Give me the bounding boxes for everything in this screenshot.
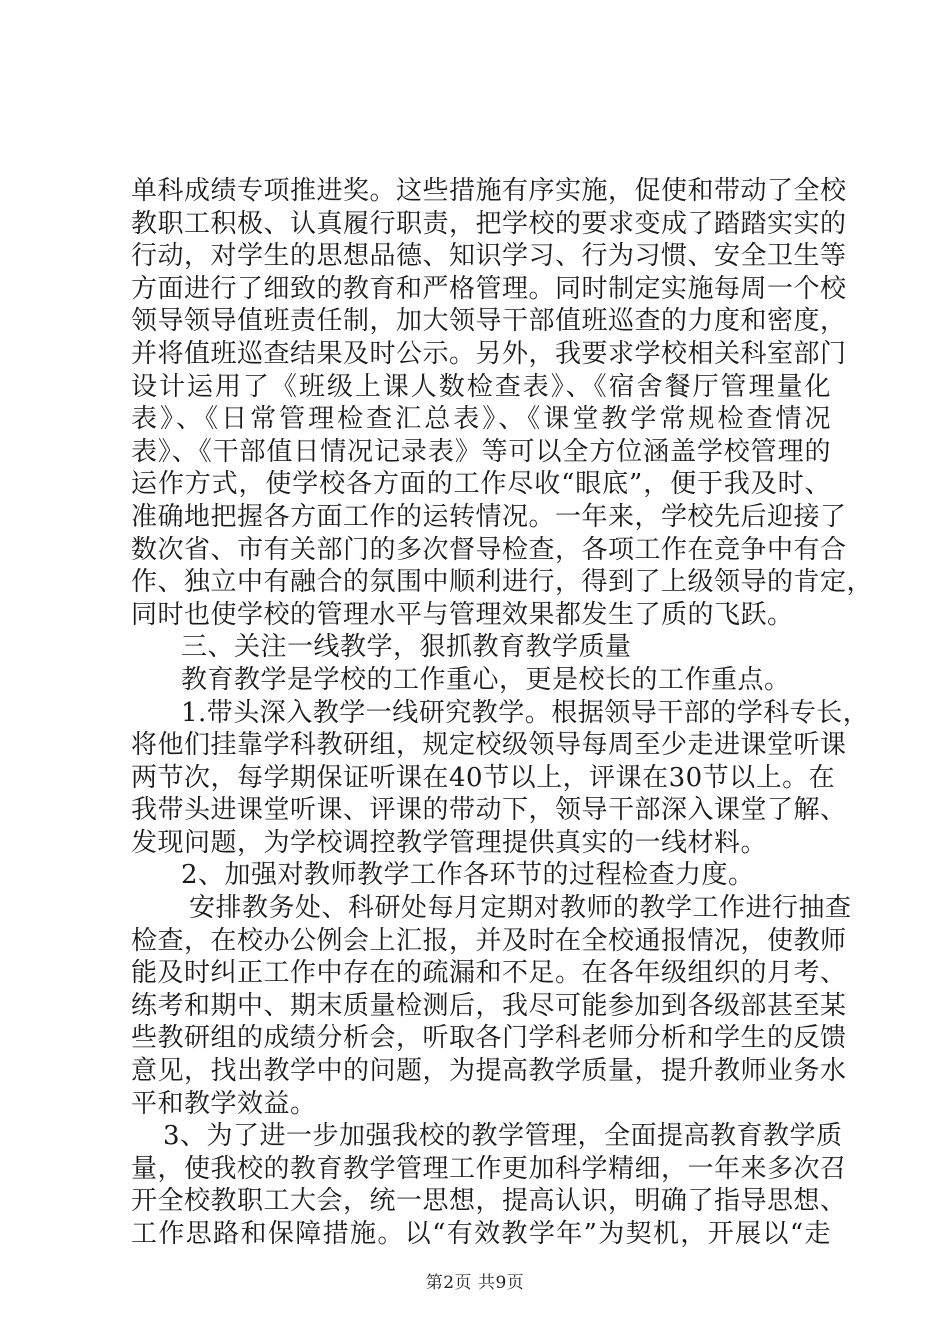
text-line: 设计运用了《班级上课人数检查表》、《宿舍餐厅管理量化 — [131, 371, 831, 402]
text-line: 1.带头深入教学一线研究教学。根据领导干部的学科专长， — [181, 697, 870, 728]
text-line: 能及时纠正工作中存在的疏漏和不足。在各年级组织的月考、 — [131, 958, 847, 989]
text-line: 安排教务处、科研处每月定期对教师的教学工作进行抽查 — [189, 893, 852, 924]
text-line: 表》、《干部值日情况记录表》等可以全方位涵盖学校管理的 — [131, 436, 831, 467]
text-line: 数次省、市有关部门的多次督导检查，各项工作在竞争中有合 — [131, 534, 847, 565]
text-line: 2、加强对教师教学工作各环节的过程检查力度。 — [181, 860, 755, 891]
text-line: 量，使我校的教育教学管理工作更加科学精细，一年来多次召 — [131, 1153, 847, 1184]
text-line: 并将值班巡查结果及时公示。另外，我要求学校相关科室部门 — [131, 338, 847, 369]
text-line: 3、为了进一步加强我校的教学管理，全面提高教育教学质 — [163, 1121, 843, 1152]
text-line: 将他们挂靠学科教研组，规定校级领导每周至少走进课堂听课 — [131, 730, 847, 761]
text-line: 些教研组的成绩分析会，听取各门学科老师分析和学生的反馈 — [131, 1023, 847, 1054]
text-line: 开全校教职工大会，统一思想，提高认识，明确了指导思想、 — [131, 1186, 847, 1217]
text-line: 单科成绩专项推进奖。这些措施有序实施，促使和带动了全校 — [131, 176, 847, 206]
text-line: 作、独立中有融合的氛围中顺利进行，得到了上级领导的肯定， — [131, 567, 874, 598]
text-line: 意见，找出教学中的问题，为提高教学质量，提升教师业务水 — [131, 1056, 847, 1087]
text-line: 运作方式，使学校各方面的工作尽收“眼底”，便于我及时、 — [131, 469, 831, 500]
text-line: 教育教学是学校的工作重心，更是校长的工作重点。 — [181, 664, 791, 695]
text-line: 两节次，每学期保证听课在40节以上，评课在30节以上。在 — [131, 762, 836, 793]
page-footer: 第2页 共9页 — [425, 1273, 525, 1293]
text-line: 教职工积极、认真履行职责，把学校的要求变成了踏踏实实的 — [131, 208, 847, 239]
text-line: 行动，对学生的思想品德、知识学习、行为习惯、安全卫生等 — [131, 241, 847, 272]
text-line: 同时也使学校的管理水平与管理效果都发生了质的飞跃。 — [131, 599, 794, 630]
text-line: 工作思路和保障措施。以“有效教学年”为契机，开展以“走 — [131, 1219, 831, 1249]
document-body — [131, 175, 874, 1251]
section-heading: 三、关注一线教学，狠抓教育教学质量 — [181, 632, 632, 663]
text-line: 发现问题，为学校调控教学管理提供真实的一线材料。 — [131, 827, 768, 858]
text-line: 准确地把握各方面工作的运转情况。一年来，学校先后迎接了 — [131, 501, 847, 532]
text-line: 领导领导值班责任制，加大领导干部值班巡查的力度和密度， — [131, 306, 847, 337]
text-line: 平和教学效益。 — [131, 1088, 317, 1119]
text-line: 方面进行了细致的教育和严格管理。同时制定实施每周一个校 — [131, 273, 847, 304]
text-line: 检查，在校办公例会上汇报，并及时在全校通报情况，使教师 — [131, 925, 847, 956]
text-line: 练考和期中、期末质量检测后，我尽可能参加到各级部甚至某 — [131, 990, 847, 1021]
text-line: 我带头进课堂听课、评课的带动下，领导干部深入课堂了解、 — [131, 795, 847, 826]
text-line: 表》、《日常管理检查汇总表》、《课堂教学常规检查情况 — [131, 404, 831, 435]
